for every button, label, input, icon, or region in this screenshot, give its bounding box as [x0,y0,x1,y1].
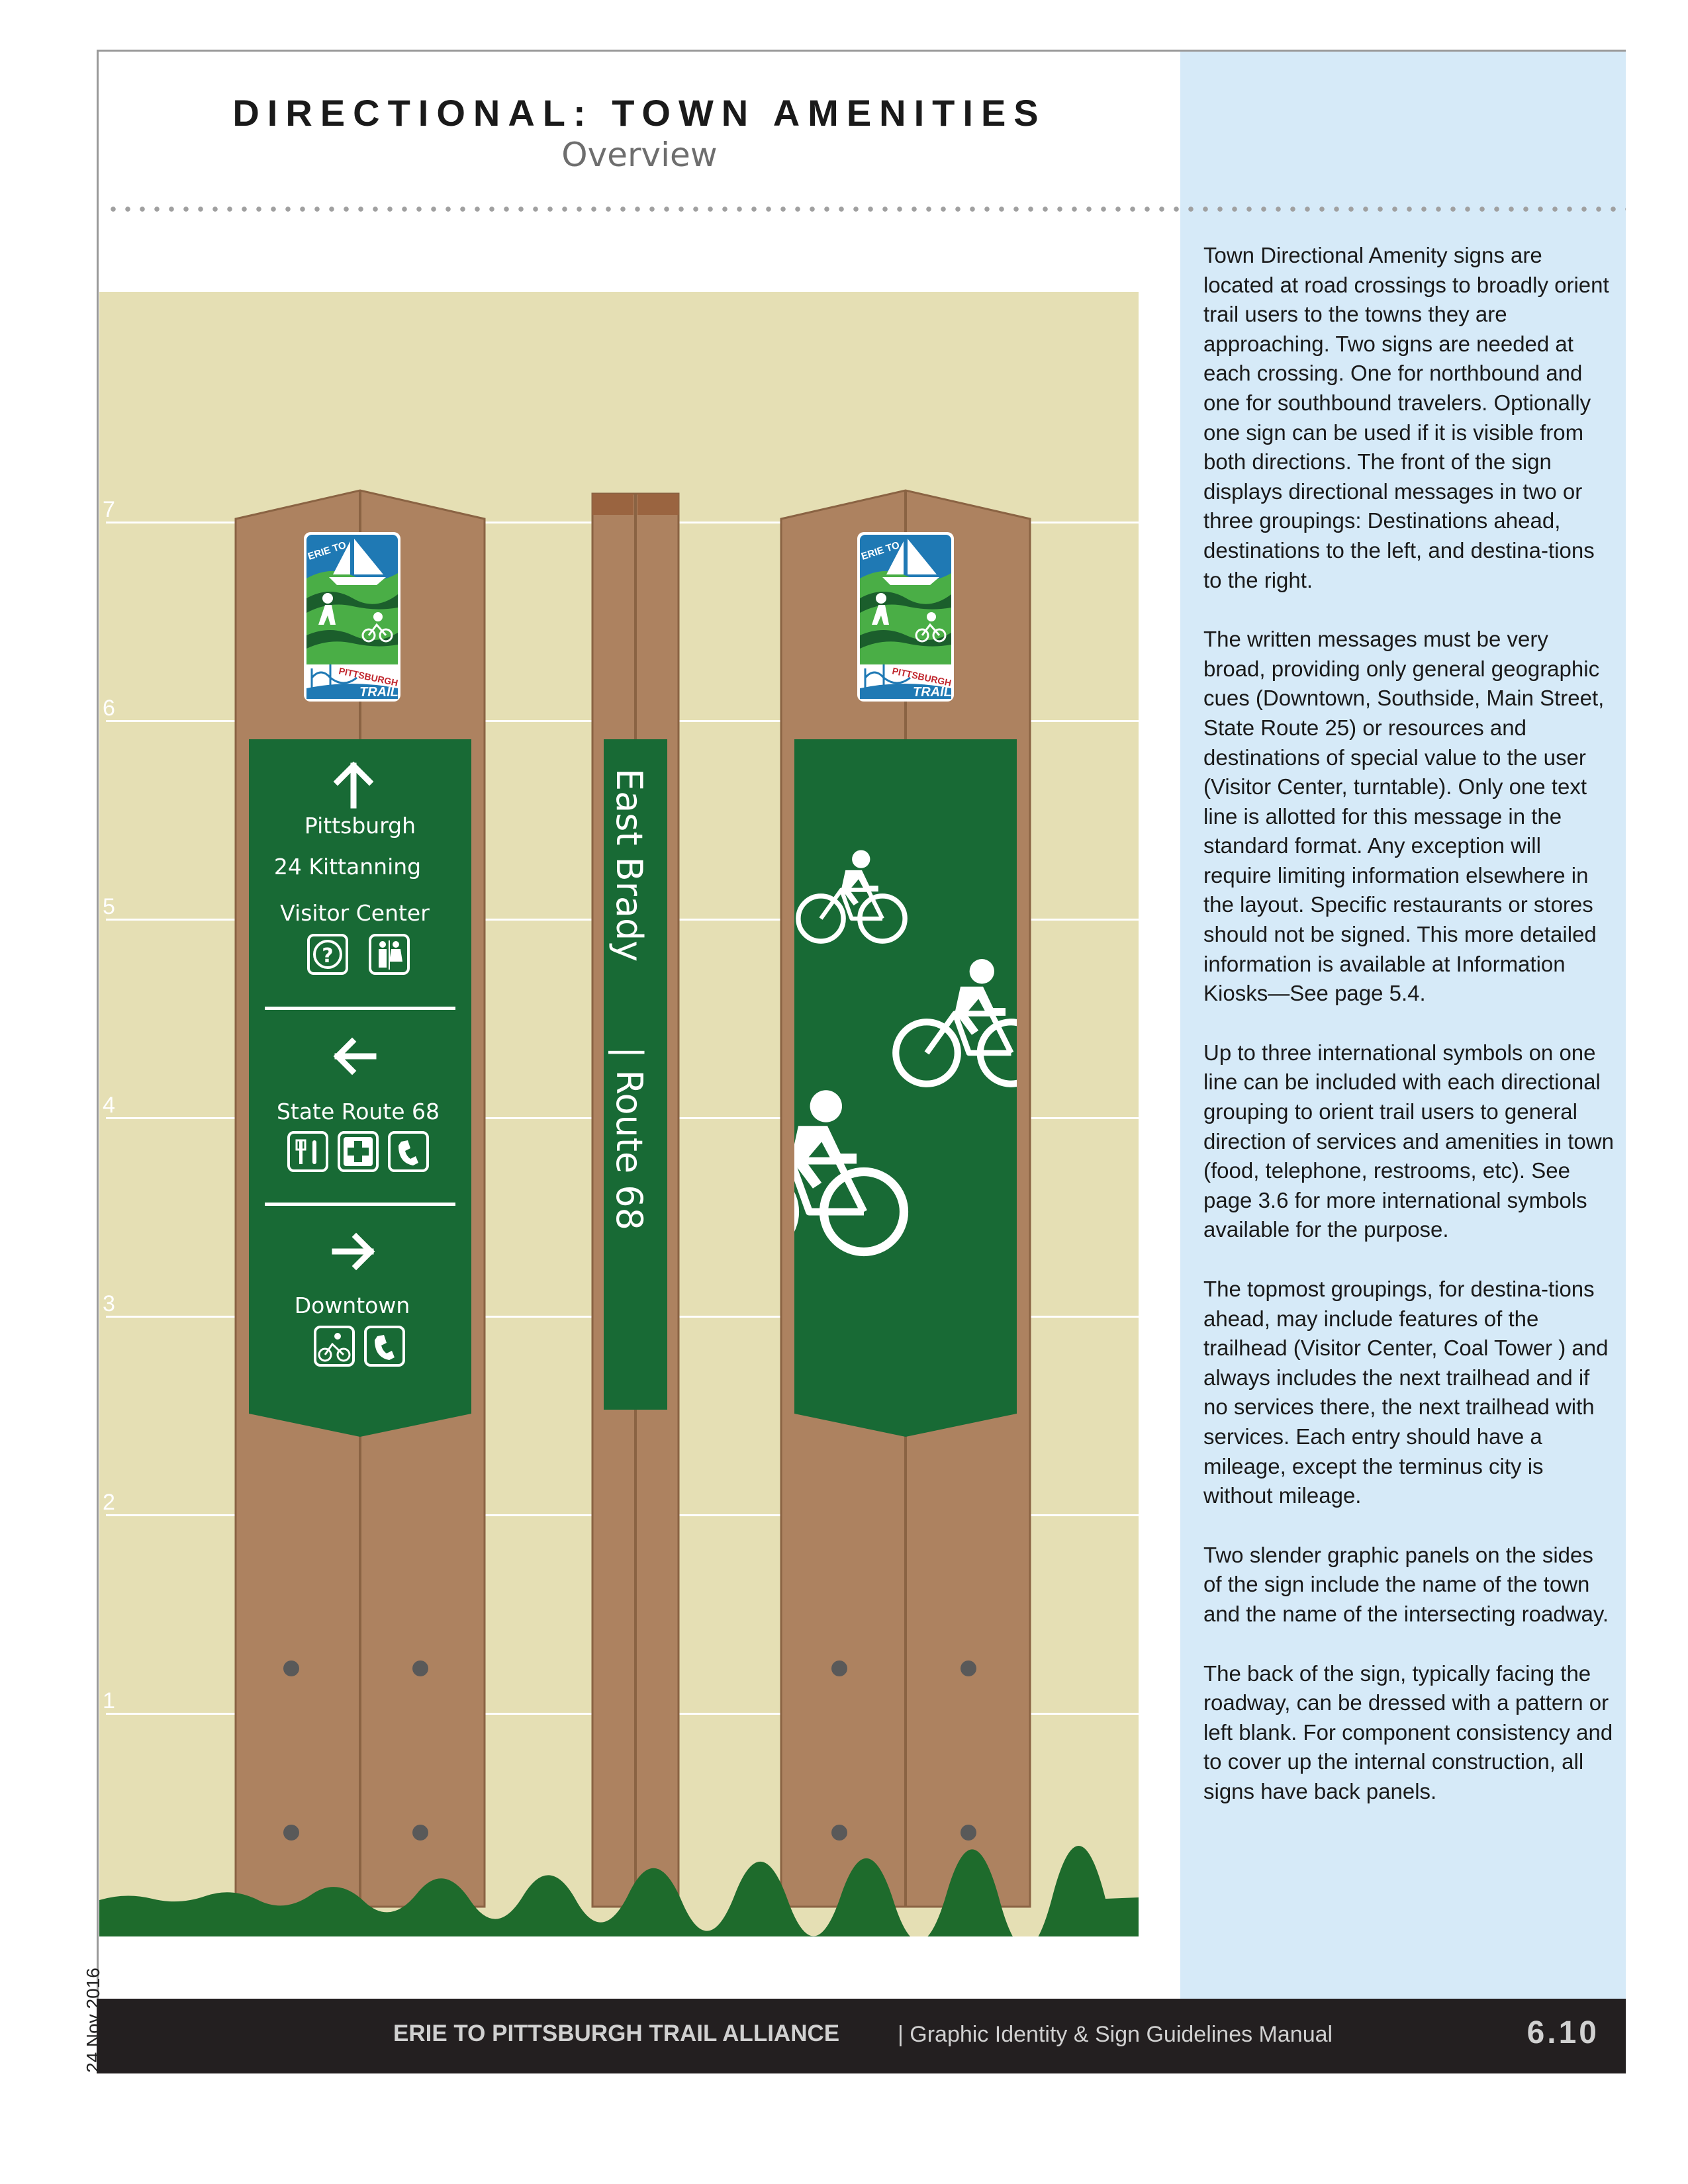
side-panel-road: | Route 68 [608,1046,650,1230]
paragraph: Up to three international symbols on one line can be included with each directional grouping to orient trail users to general direction of services and amenities in town (food, telephone, restrooms, etc). See page 3.6 for more international symbols available for the purpose. [1203,1040,1614,1242]
scale-label: 7 [103,497,115,522]
destination-label: Pittsburgh [304,813,416,839]
date-stamp: 24 Nov 2016 [83,1968,103,2073]
paragraph: The written messages must be very broad, providing only general geographic cues (Downtown, Southside, Main Street, State Route 25) or resources and destinations of special value to the user (Visitor Center, turntable). Only one text line is allotted for this message in the standard format. Any exception will require limiting information elsewhere in the layout. Specific restaurants or stores should not be signed. This more detailed information is available at Information Kiosks—See page 5.4. [1203,627,1605,1006]
scale-label: 6 [103,696,115,721]
scale-label: 3 [103,1291,115,1316]
footer-bar [97,1999,1626,2073]
paragraph: The topmost groupings, for destina-tions ahead, may include features of the trailhead (Visitor Center, Coal Tower ) and always includes the next trailhead and if no services there, the next trailhead with services. Each entry should have a mileage, except the terminus city is without mileage. [1203,1277,1609,1508]
destination-label: State Route 68 [276,1099,440,1124]
destination-label: Visitor Center [280,900,430,926]
group-divider [265,1007,455,1010]
first-aid-icon [339,1132,377,1171]
page-frame-left [97,50,99,2002]
paragraph: The back of the sign, typically facing the roadway, can be dressed with a pattern or left blank. For component consistency and to cover up the internal construction, all signs have back panels. [1203,1661,1613,1803]
side-panel-town: East Brady [608,768,650,962]
trail-logo [304,532,400,702]
svg-text:?: ? [322,944,334,968]
side-panel [604,739,667,1410]
page-number: 6.10 [1526,2015,1599,2050]
footer-manual-title: | Graphic Identity & Sign Guidelines Manual [898,2022,1333,2047]
group-divider [265,1203,455,1206]
sign-illustration [99,292,1139,1936]
destination-label: 24 Kittanning [273,854,422,880]
trail-logo [857,532,954,702]
scale-label: 1 [103,1688,115,1713]
scale-label: 4 [103,1093,115,1118]
destination-label: Downtown [294,1293,410,1318]
sidebar-text [1203,241,1614,1837]
page-subtitle: Overview [561,136,718,174]
paragraph: Two slender graphic panels on the sides of the sign include the name of the town and the name of the intersecting roadway. [1203,1542,1609,1626]
front-sign-panel [249,739,471,1437]
footer-org: ERIE TO PITTSBURGH TRAIL ALLIANCE [393,2021,840,2046]
dotted-divider [106,206,1626,212]
paragraph: Town Directional Amenity signs are located at road crossings to broadly orient trail users to the towns they are approaching. Two signs are needed at each crossing. One for northbound and one for southbound travelers. Optionally one sign can be used if it is visible from both directions. The front of the sign displays directional messages in two or three groupings: Destinations ahead, destinations to the left, and destina-tions to the right. [1203,243,1609,592]
page-title: DIRECTIONAL: TOWN AMENITIES [232,92,1047,134]
scale-label: 5 [103,894,115,919]
scale-label: 2 [103,1490,115,1515]
